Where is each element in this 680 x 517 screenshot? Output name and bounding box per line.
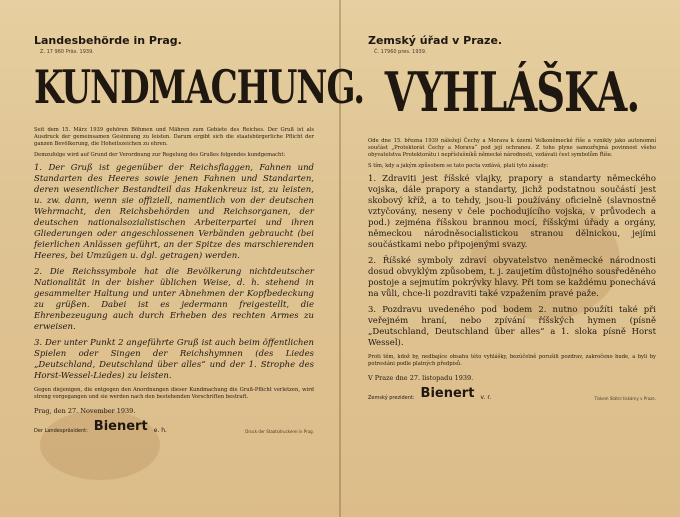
czech-closing: Proti těm, kdož by, nedbajíce obsahu této vyhlášky, bezúčelně porušili pozdrav, zakročeno bude, a byli by potrestáni podle platných předpisů. [368,354,656,367]
german-date: Prag, den 27. November 1939. [34,407,136,415]
czech-intro-2: S tím, kdy a jakým způsobem se tato pocta vzdává, platí tyto zásady: [368,163,549,169]
czech-point-1: 1. Zdraviti jest říšské vlajky, prapory a standarty německého vojska, dále prapory a standarty, jichž podstatnou součástí jest skobový kříž, a to tehdy, jsou-li používány oficielně (slavnostně vztyčovány, neseny v čele pochodujícího vojska, v průvodech a pod.) zejména říšskou brannou mocí, říšskými úřady a orgány, německou národněsocialistickou stranou dělnickou, jejími součástkami nebo připojenými svazy. [368,174,656,250]
german-title: KUNDMACHUNG. [34,61,365,115]
german-point-1: 1. Der Gruß ist gegenüber der Reichsflaggen, Fahnen und Standarten des Heeres sowie jenen Fahnen und Standarten, deren wesentlicher Bestandteil das Hakenkreuz ist, zu leisten, u. zw. dann, wenn sie offiziell, namentlich von der deutschen Wehrmacht, den Reichsbehörden und Reichsorganen, der deutschen nationalsozialistischen Arbeiterpartei und ihren Gliederungen oder angeschlossenen Verbänden gebraucht (bei feierlichen Anlässen geführt, an der Spitze des marschierenden Heeres, bei Umzügen u. dgl. getragen) werden. [34,163,314,261]
german-closing: Gegen diejenigen, die entgegen den Anordnungen dieser Kundmachung die Gruß-Pflicht verletzen, wird streng vorgegangen und sie werden nach den bestehenden Vorschriften bestraft. [34,387,314,400]
german-sig-suffix: e. h. [153,427,167,434]
german-intro-2: Demzufolge wird auf Grund der Verordnung zur Regelung des Grußes folgendes kundgemacht: [34,152,286,158]
czech-signature: Bienert [420,386,475,401]
german-printer: Druck der Staatsdruckerei in Prag. [245,429,314,434]
german-point-3: 3. Der unter Punkt 2 angeführte Gruß ist auch beim öffentlichen Spielen oder Singen der Reichshymnen (des Liedes „Deutschland, Deutschland über alles“ und der 1. Strophe des Horst-Wessel-Liedes) zu leisten. [34,338,314,381]
czech-authority: Zemský úřad v Praze. [368,34,503,47]
czech-column [340,0,680,517]
german-intro: Seit dem 15. März 1939 gehören Böhmen und Mähren zum Gebiete des Reiches. Der Gruß ist als Ausdruck der gemeinsamen Gesinnung zu leisten. Darum ergibt sich die staatsbürgerliche Pflicht der ganzen Bevölkerung, die Hoheitszeichen zu ehren. [34,127,314,147]
german-sig-prefix: Der Landespräsident: [34,428,88,434]
czech-point-2: 2. Říšské symboly zdraví obyvatelstvo neněmecké národnosti dosud obvyklým způsobem, t. j. zaujetím důstojného sousředěného postoje a sejmutím pokrývky hlavy. Při tom se každému ponechává na vůli, chce-li pozdraviti také vzpažením pravé paže. [368,256,656,299]
czech-point-3: 3. Pozdravu uvedeného pod bodem 2. nutno použíti také při veřejném hraní, nebo zpívání říšských hymen (písně „Deutschland, Deutschland über alles“ a 1. sloka písně Horst Wessel). [368,305,656,348]
czech-signature-row [368,386,656,401]
czech-printer: Tiskem Státní tiskárny v Praze. [594,396,656,401]
czech-date: V Praze dne 27. listopadu 1939. [368,374,474,382]
czech-reference: Č. 17960 pres. 1939. [374,49,427,55]
german-signature-row [34,419,314,434]
german-reference: Z. 17 960 Präs. 1939. [40,49,94,55]
german-signature: Bienert [93,419,148,434]
czech-intro: Ode dne 15. března 1939 náležejí Čechy a Morava k území Velkoněmecké říše a vznikly jako autonomní součást „Protektorát Čechy a Morava“ pod její ochranou. Z toho plyne samozřejmá povinnost všeho obyvatelstva Protektorátu i nepříslušníků německé národnosti, vzdávati čest symbolům Říše. [368,138,656,158]
german-authority: Landesbehörde in Prag. [34,34,182,47]
czech-sig-suffix: v. r. [480,394,492,401]
german-point-2: 2. Die Reichssymbole hat die Bevölkerung nichtdeutscher Nationalität in der bisher üblichen Weise, d. h. stehend in gesammelter Haltung und unter Abnehmen der Kopfbedeckung zu grüßen. Dabei ist es jedermann freigestellt, die Ehrenbezeugung auch durch Erheben des rechten Armes zu erweisen. [34,267,314,332]
czech-title: VYHLÁŠKA. [384,61,640,125]
czech-sig-prefix: Zemský prezident: [368,395,415,401]
